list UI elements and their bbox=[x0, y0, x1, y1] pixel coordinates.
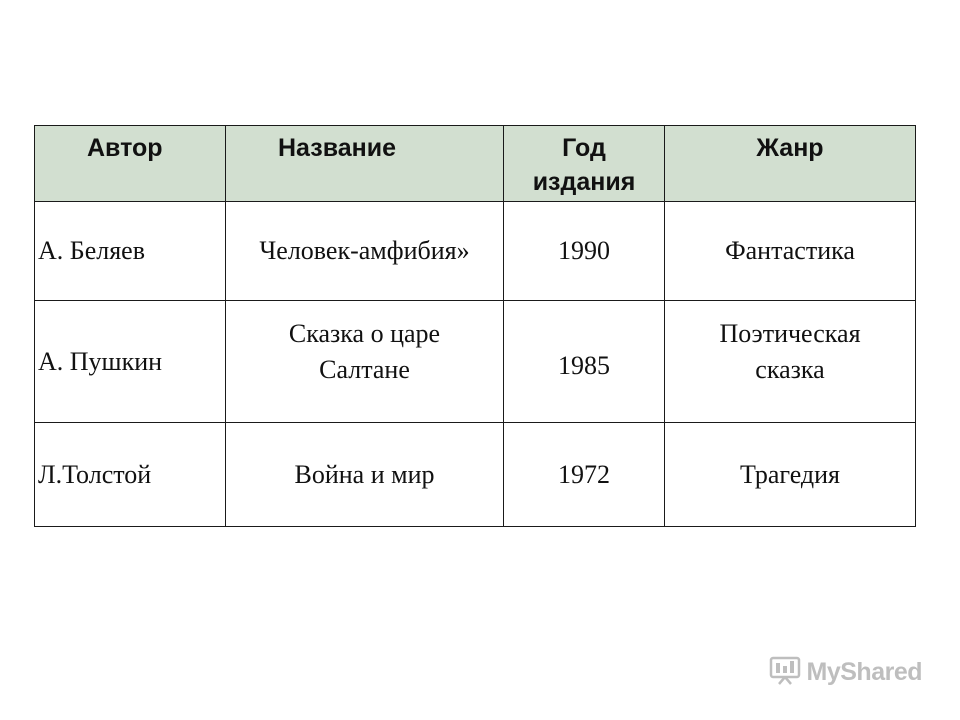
cell-title-wrap bbox=[289, 316, 440, 386]
watermark bbox=[769, 655, 922, 690]
cell-year: 1990 bbox=[504, 202, 665, 301]
table-row bbox=[35, 301, 916, 423]
header-genre: Жанр bbox=[665, 126, 916, 202]
cell-title-line2: Салтане bbox=[319, 354, 410, 384]
cell-genre: Трагедия bbox=[665, 423, 916, 527]
presentation-board-icon bbox=[769, 655, 801, 690]
cell-author: А. Беляев bbox=[35, 202, 226, 301]
watermark-text: MyShared bbox=[806, 658, 922, 686]
table-row bbox=[35, 202, 916, 301]
cell-title: Человек-амфибия» bbox=[226, 202, 504, 301]
header-year-line2: издания bbox=[532, 167, 636, 196]
cell-genre-wrap bbox=[719, 316, 860, 386]
cell-genre-line1: Поэтическая bbox=[719, 319, 861, 349]
cell-year bbox=[504, 301, 665, 423]
cell-genre bbox=[665, 301, 916, 423]
cell-author: Л.Толстой bbox=[35, 423, 226, 527]
table-row bbox=[35, 423, 916, 527]
cell-author: А. Пушкин bbox=[35, 301, 226, 423]
cell-year-text: 1985 bbox=[558, 350, 610, 380]
cell-genre-line2: сказка bbox=[755, 354, 825, 384]
table-header-row bbox=[35, 126, 916, 202]
cell-title bbox=[226, 301, 504, 423]
header-title: Название bbox=[226, 126, 504, 202]
cell-genre: Фантастика bbox=[665, 202, 916, 301]
cell-title-line1: Сказка о царе bbox=[288, 319, 441, 349]
header-year-line1: Год bbox=[562, 134, 606, 162]
header-year bbox=[504, 126, 665, 202]
cell-year: 1972 bbox=[504, 423, 665, 527]
cell-title: Война и мир bbox=[226, 423, 504, 527]
books-table bbox=[34, 125, 916, 527]
header-author: Автор bbox=[35, 126, 226, 202]
